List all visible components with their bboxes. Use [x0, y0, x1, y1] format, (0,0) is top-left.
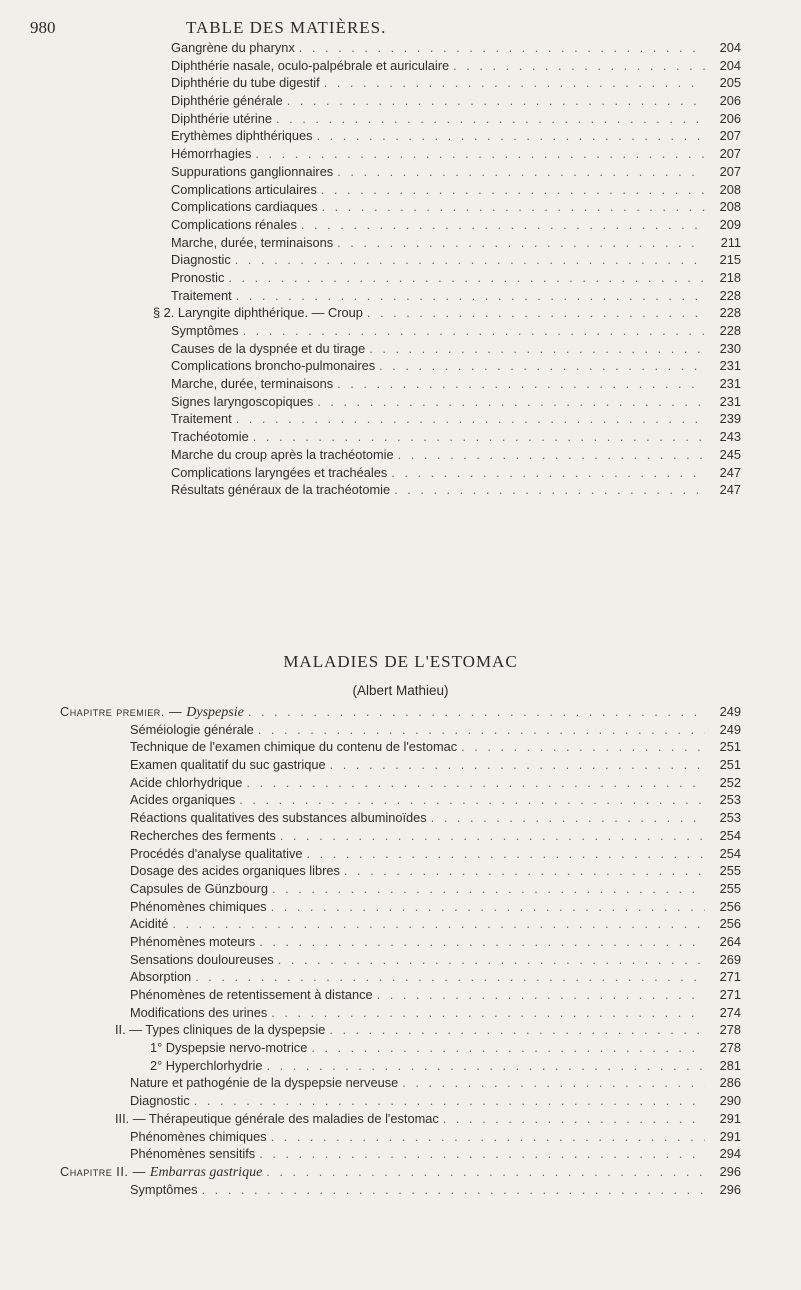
toc-entry-page: 231	[719, 376, 741, 392]
toc-entry-page: 218	[719, 269, 741, 285]
toc-entry-label: Marche du croup après la trachéotomie	[171, 446, 394, 462]
toc-entry-label: Traitement	[171, 411, 232, 427]
toc-entry-page: 228	[719, 323, 741, 338]
toc-entry	[171, 428, 741, 446]
toc-entry-label: II. — Types cliniques de la dyspepsie	[115, 1022, 326, 1038]
toc-entry-label: Phénomènes moteurs	[130, 933, 256, 949]
toc-entry	[171, 464, 741, 482]
toc-entry	[171, 74, 741, 92]
toc-entry	[130, 1128, 741, 1146]
leader-dots	[259, 933, 705, 951]
leader-dots	[278, 951, 705, 969]
leader-dots	[453, 57, 705, 75]
toc-entry-label: Complications broncho-pulmonaires	[171, 358, 376, 374]
toc-entry	[130, 1181, 741, 1199]
toc-entry	[171, 322, 741, 340]
toc-entry-label: Complications laryngées et trachéales	[171, 464, 388, 480]
leader-dots	[379, 357, 705, 375]
toc-entry-page: 281	[719, 1057, 741, 1073]
leader-dots	[306, 845, 705, 863]
toc-entry-page: 231	[719, 393, 741, 409]
toc-entry-page: 290	[719, 1093, 741, 1109]
toc-entry-page: 208	[719, 199, 741, 215]
toc-entry-label: Nature et pathogénie de la dyspepsie nerveuse	[130, 1075, 399, 1091]
toc-entry-label: Examen qualitatif du suc gastrique	[130, 757, 326, 773]
toc-entry-label: Technique de l'examen chimique du contenu de l'estomac	[130, 739, 458, 755]
toc-entry-page: 239	[719, 411, 741, 427]
chapter-title: Embarras gastrique	[149, 1164, 263, 1180]
leader-dots	[287, 92, 705, 110]
toc-entry-label: Symptômes	[171, 323, 239, 338]
toc-entry-label: Diphthérie utérine	[171, 110, 273, 126]
leader-dots	[267, 1057, 705, 1075]
leader-dots	[172, 915, 705, 933]
toc-entry	[130, 1145, 741, 1163]
leader-dots	[337, 234, 705, 252]
toc-entry-page: 228	[719, 305, 741, 321]
leader-dots	[301, 216, 705, 234]
toc-entry-label: Résultats généraux de la trachéotomie	[171, 482, 391, 498]
toc-entry-label: Complications articulaires	[171, 181, 317, 197]
toc-entry-page: 204	[719, 40, 741, 55]
toc-section-diphtheria	[0, 39, 801, 499]
toc-entry	[130, 862, 741, 880]
toc-entry	[153, 304, 741, 322]
toc-entry	[171, 57, 741, 75]
leader-dots	[272, 880, 705, 898]
leader-dots	[317, 127, 705, 145]
toc-entry-label: Procédés d'analyse qualitative	[130, 845, 303, 861]
toc-entry-page: 296	[719, 1181, 741, 1197]
leader-dots	[195, 968, 705, 986]
toc-entry-page: 253	[719, 792, 741, 808]
toc-entry-page: 207	[719, 146, 741, 162]
toc-entry-page: 249	[719, 704, 741, 719]
leader-dots	[461, 738, 705, 756]
toc-entry-page: 205	[719, 75, 741, 91]
toc-entry	[150, 1057, 741, 1075]
toc-entry-page: 204	[719, 57, 741, 73]
toc-entry	[171, 393, 741, 411]
toc-entry-label: Phénomènes chimiques	[130, 1128, 267, 1144]
leader-dots	[266, 1163, 705, 1181]
toc-entry	[130, 738, 741, 756]
toc-entry-label: Séméiologie générale	[130, 721, 254, 737]
toc-entry-label: Phénomènes chimiques	[130, 898, 267, 914]
toc-entry	[60, 1163, 741, 1181]
toc-entry-label: Complications cardiaques	[171, 199, 318, 215]
toc-entry	[171, 127, 741, 145]
leader-dots	[431, 809, 705, 827]
toc-entry	[150, 1039, 741, 1057]
toc-entry	[171, 481, 741, 499]
toc-entry	[171, 110, 741, 128]
toc-entry-label: Hémorrhagies	[171, 146, 252, 162]
toc-entry-page: 271	[719, 987, 741, 1002]
leader-dots	[321, 181, 705, 199]
toc-entry	[130, 1004, 741, 1022]
leader-dots	[194, 1092, 705, 1110]
toc-entry	[171, 287, 741, 305]
toc-entry	[171, 410, 741, 428]
toc-entry-label: Marche, durée, terminaisons	[171, 376, 334, 392]
leader-dots	[299, 39, 705, 57]
toc-entry-page: 247	[719, 464, 741, 480]
toc-entry	[171, 269, 741, 287]
leader-dots	[317, 393, 705, 411]
toc-entry-label: Phénomènes de retentissement à distance	[130, 987, 373, 1002]
toc-entry-page: 215	[719, 252, 741, 268]
toc-entry-page: 247	[719, 482, 741, 498]
toc-entry	[130, 721, 741, 739]
chapter-title: Dyspepsie	[186, 705, 244, 720]
toc-entry-page: 255	[719, 880, 741, 896]
leader-dots	[228, 269, 705, 287]
toc-entry-label: Acidité	[130, 916, 169, 932]
leader-dots	[377, 986, 705, 1004]
toc-entry-page: 228	[719, 287, 741, 303]
toc-entry-page: 209	[719, 216, 741, 232]
leader-dots	[243, 322, 705, 340]
toc-entry-label: Complications rénales	[171, 216, 297, 232]
section-author: (Albert Mathieu)	[352, 683, 449, 698]
toc-entry	[171, 234, 741, 252]
section-title: MALADIES DE L'ESTOMAC	[283, 652, 518, 671]
toc-entry-page: 207	[719, 128, 741, 144]
toc-entry-label: Marche, durée, terminaisons	[171, 234, 334, 250]
leader-dots	[276, 110, 705, 128]
toc-entry-page: 245	[719, 446, 741, 462]
toc-entry-page: 206	[719, 110, 741, 126]
toc-entry	[130, 845, 741, 863]
toc-entry-label: Absorption	[130, 969, 192, 985]
toc-entry-page: 249	[719, 721, 741, 737]
toc-entry	[171, 163, 741, 181]
toc-entry-page: 254	[719, 827, 741, 843]
leader-dots	[271, 1128, 705, 1146]
toc-entry-page: 278	[719, 1040, 741, 1056]
toc-entry-page: 252	[719, 774, 741, 790]
toc-entry-page: 256	[719, 898, 741, 914]
leader-dots	[337, 375, 705, 393]
toc-entry-page: 278	[719, 1022, 741, 1038]
toc-entry-page: 251	[719, 739, 741, 755]
leader-dots	[235, 251, 705, 269]
toc-entry-label: Suppurations ganglionnaires	[171, 163, 334, 179]
toc-entry-page: 294	[719, 1146, 741, 1162]
leader-dots	[322, 198, 705, 216]
toc-entry	[115, 1021, 741, 1039]
toc-entry-page: 291	[719, 1110, 741, 1126]
toc-entry-page: 230	[719, 340, 741, 356]
page-header	[30, 18, 750, 38]
leader-dots	[369, 340, 705, 358]
toc-entry-label: Diagnostic	[171, 252, 231, 268]
toc-entry-label: Erythèmes diphthériques	[171, 128, 313, 144]
toc-entry-page: 208	[719, 181, 741, 197]
leader-dots	[259, 1145, 705, 1163]
leader-dots	[311, 1039, 705, 1057]
toc-entry-page: 264	[719, 933, 741, 949]
toc-entry-label: Acides organiques	[130, 792, 236, 808]
toc-entry-label: Réactions qualitatives des substances albuminoïdes	[130, 810, 427, 826]
leader-dots	[236, 410, 705, 428]
leader-dots	[330, 756, 705, 774]
toc-entry	[130, 791, 741, 809]
toc-entry-label	[60, 1163, 262, 1182]
toc-entry-label: Diphthérie nasale, oculo-palpébrale et auriculaire	[171, 57, 450, 73]
leader-dots	[202, 1181, 705, 1199]
toc-entry-page: 253	[719, 810, 741, 826]
toc-entry-label: Phénomènes sensitifs	[130, 1146, 256, 1162]
leader-dots	[255, 145, 705, 163]
leader-dots	[337, 163, 705, 181]
leader-dots	[402, 1074, 705, 1092]
leader-dots	[271, 1004, 705, 1022]
toc-entry-page: 243	[719, 429, 741, 445]
leader-dots	[367, 304, 705, 322]
toc-entry-label: Gangrène du pharynx	[171, 40, 295, 55]
toc-entry	[171, 39, 741, 57]
toc-entry-label: 2° Hyperchlorhydrie	[150, 1057, 263, 1073]
toc-entry	[130, 986, 741, 1004]
toc-entry-label: 1° Dyspepsie nervo-motrice	[150, 1040, 308, 1056]
leader-dots	[344, 862, 705, 880]
running-title: TABLE DES MATIÈRES.	[186, 18, 387, 37]
toc-entry	[171, 92, 741, 110]
toc-section-stomach	[0, 703, 801, 1198]
toc-entry	[115, 1110, 741, 1128]
toc-entry	[171, 375, 741, 393]
toc-entry-page: 255	[719, 863, 741, 879]
toc-entry-label: § 2. Laryngite diphthérique. — Croup	[153, 305, 363, 321]
toc-entry-page: 274	[719, 1004, 741, 1020]
toc-entry	[130, 1074, 741, 1092]
toc-entry-label: Sensations douloureuses	[130, 951, 274, 967]
chapter-prefix: Chapitre premier. —	[60, 704, 187, 719]
leader-dots	[398, 446, 705, 464]
toc-entry	[130, 933, 741, 951]
toc-entry-label: Acide chlorhydrique	[130, 774, 243, 790]
toc-entry-page: 291	[719, 1128, 741, 1144]
leader-dots	[253, 428, 705, 446]
toc-entry-label: Recherches des ferments	[130, 827, 276, 843]
toc-entry-page: 206	[719, 93, 741, 109]
toc-entry	[171, 357, 741, 375]
leader-dots	[280, 827, 705, 845]
leader-dots	[246, 774, 705, 792]
toc-entry-page: 251	[719, 757, 741, 773]
toc-entry	[171, 340, 741, 358]
toc-entry	[130, 809, 741, 827]
toc-entry	[171, 181, 741, 199]
leader-dots	[391, 464, 705, 482]
toc-entry-label: III. — Thérapeutique générale des maladies de l'estomac	[115, 1110, 439, 1126]
page-number: 980	[30, 18, 56, 37]
toc-entry-page: 254	[719, 845, 741, 861]
toc-entry	[60, 703, 741, 721]
toc-entry-label: Diagnostic	[130, 1093, 190, 1109]
toc-entry-page: 271	[719, 969, 741, 985]
toc-entry	[130, 756, 741, 774]
toc-entry-label: Symptômes	[130, 1181, 198, 1197]
toc-entry	[130, 915, 741, 933]
toc-entry-page: 286	[719, 1075, 741, 1091]
toc-entry-label: Traitement	[171, 287, 232, 303]
toc-entry-label: Diphthérie générale	[171, 93, 283, 109]
toc-entry	[130, 880, 741, 898]
toc-entry	[130, 968, 741, 986]
toc-entry-label: Causes de la dyspnée et du tirage	[171, 340, 366, 356]
toc-entry	[171, 198, 741, 216]
toc-entry-label: Pronostic	[171, 269, 225, 285]
toc-entry	[130, 1092, 741, 1110]
toc-entry	[171, 251, 741, 269]
leader-dots	[236, 287, 705, 305]
toc-entry	[171, 145, 741, 163]
chapter-prefix: Chapitre II. —	[60, 1163, 150, 1179]
toc-entry	[130, 951, 741, 969]
toc-entry	[130, 774, 741, 792]
toc-entry-page: 296	[719, 1163, 741, 1179]
leader-dots	[329, 1021, 705, 1039]
leader-dots	[258, 721, 705, 739]
leader-dots	[443, 1110, 705, 1128]
toc-entry-label: Diphthérie du tube digestif	[171, 75, 320, 91]
toc-entry-label: Dosage des acides organiques libres	[130, 863, 340, 879]
toc-entry	[171, 216, 741, 234]
leader-dots	[271, 898, 705, 916]
toc-entry-label: Signes laryngoscopiques	[171, 393, 314, 409]
leader-dots	[324, 74, 705, 92]
toc-entry	[130, 898, 741, 916]
toc-entry-label: Capsules de Günzbourg	[130, 880, 269, 896]
toc-entry-label: Trachéotomie	[171, 429, 249, 445]
leader-dots	[239, 791, 705, 809]
toc-entry-page: 231	[719, 358, 741, 374]
toc-entry-page: 207	[719, 163, 741, 179]
leader-dots	[248, 703, 705, 721]
toc-entry-page: 256	[719, 916, 741, 932]
toc-entry-page: 269	[719, 951, 741, 967]
toc-entry-label: Modifications des urines	[130, 1004, 268, 1020]
toc-entry-label	[60, 703, 244, 722]
toc-entry	[130, 827, 741, 845]
toc-entry-page: 211	[720, 234, 741, 250]
leader-dots	[394, 481, 705, 499]
toc-entry	[171, 446, 741, 464]
